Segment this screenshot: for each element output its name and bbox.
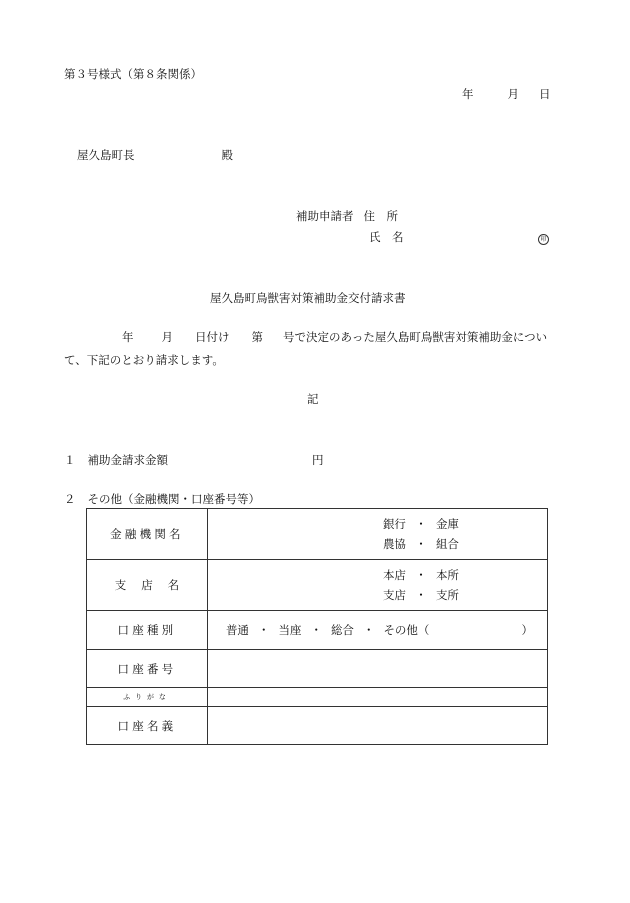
date-year-label: 年 — [462, 87, 474, 101]
opt-sogo: 総合 — [330, 623, 354, 637]
row-branch — [87, 560, 548, 611]
body-year: 年 — [122, 330, 134, 344]
sep: ・ — [415, 588, 427, 602]
form-id: 第３号様式（第８条関係） — [64, 67, 202, 81]
applicant-name-label: 氏 名 — [369, 230, 404, 244]
sep: ・ — [310, 623, 322, 637]
opt-other: その他（ — [383, 623, 430, 637]
account-holder-field[interactable] — [207, 707, 547, 745]
row-bank — [87, 509, 548, 560]
opt-bank: 銀行 — [382, 517, 406, 531]
row-account-holder — [87, 707, 548, 745]
branch-value-cell[interactable] — [207, 560, 547, 611]
applicant-address-label: 住 所 — [363, 209, 398, 223]
sep: ・ — [415, 537, 427, 551]
row-account-type — [87, 611, 548, 650]
body-month: 月 — [161, 330, 173, 344]
account-number-label: 口座番号 — [87, 650, 208, 688]
row-furigana — [87, 688, 548, 707]
sep: ・ — [257, 623, 270, 637]
item-1-number: １ — [64, 453, 76, 467]
addressee — [77, 147, 233, 163]
opt-honten: 本店 — [382, 568, 406, 582]
applicant-label: 補助申請者 — [296, 209, 354, 223]
body-paragraph — [64, 326, 570, 372]
opt-kinko: 金庫 — [435, 517, 459, 531]
opt-shisho: 支所 — [435, 588, 459, 602]
applicant-address-line — [296, 208, 398, 224]
body-line-2: て、下記のとおり請求します。 — [64, 353, 224, 367]
bank-options-row-2 — [383, 534, 547, 554]
item-2 — [64, 491, 260, 507]
ki-heading: 記 — [307, 392, 319, 406]
sep: ・ — [362, 623, 375, 637]
furigana-field[interactable] — [207, 688, 547, 707]
date-line — [462, 86, 551, 102]
account-type-options — [208, 622, 547, 638]
opt-shiten: 支店 — [382, 588, 406, 602]
document-title: 屋久島町鳥獣害対策補助金交付請求書 — [210, 291, 406, 305]
account-holder-label: 口座名義 — [87, 707, 208, 745]
sep: ・ — [415, 568, 427, 582]
body-no: 第 — [251, 330, 263, 344]
bank-label: 金融機関名 — [87, 509, 208, 560]
body-line-1 — [64, 326, 570, 349]
branch-options-row-2 — [383, 585, 547, 605]
item-1-label: 補助金請求金額 — [87, 453, 168, 467]
row-account-number — [87, 650, 548, 688]
opt-kumiai: 組合 — [435, 537, 459, 551]
branch-options-row-1 — [383, 565, 547, 585]
date-day-label: 日 — [539, 87, 551, 101]
opt-nokyo: 農協 — [382, 537, 406, 551]
seal-icon: 印 — [538, 234, 549, 245]
opt-other-close: ） — [521, 623, 533, 637]
opt-toza: 当座 — [278, 623, 302, 637]
seal-mark — [538, 230, 549, 245]
body-rest: 号で決定のあった屋久島町鳥獣害対策補助金につい — [283, 330, 548, 344]
item-2-label: その他（金融機関・口座番号等） — [87, 492, 260, 506]
item-2-number: ２ — [64, 492, 76, 506]
opt-honsho: 本所 — [435, 568, 459, 582]
addressee-name: 屋久島町長 — [77, 148, 135, 162]
account-number-field[interactable] — [207, 650, 547, 688]
date-month-label: 月 — [507, 87, 519, 101]
bank-value-cell[interactable] — [207, 509, 547, 560]
addressee-honorific: 殿 — [221, 148, 233, 162]
branch-label: 支店名 — [87, 560, 208, 611]
item-1 — [64, 452, 324, 468]
item-1-unit: 円 — [312, 453, 324, 467]
account-type-label: 口座種別 — [87, 611, 208, 650]
body-dated: 日付け — [195, 330, 230, 344]
account-type-cell[interactable] — [207, 611, 547, 650]
account-table — [86, 508, 548, 745]
bank-options-row-1 — [383, 514, 547, 534]
furigana-label: ふりがな — [87, 688, 208, 707]
sep: ・ — [415, 517, 427, 531]
opt-futsu: 普通 — [225, 623, 249, 637]
